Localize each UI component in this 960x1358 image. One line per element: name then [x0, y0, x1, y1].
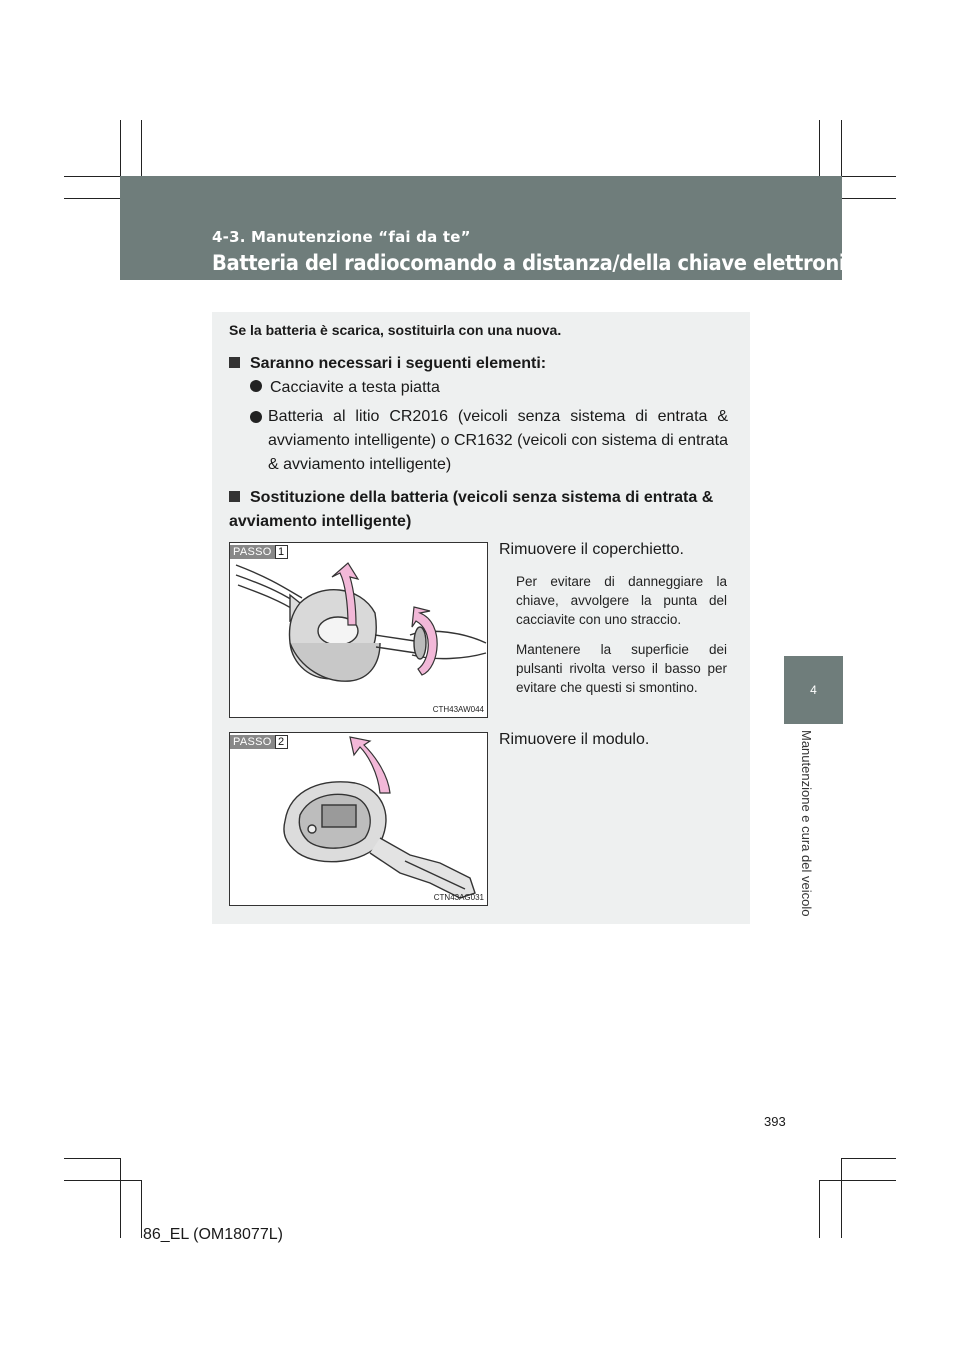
step-badge: PASSO 1 — [230, 545, 288, 559]
page-title: Batteria del radiocomando a distanza/della chiave elettronica — [212, 251, 870, 275]
step-1-note: Mantenere la superficie dei pulsanti rivolta verso il basso per evitare che questi si smontino. — [516, 642, 727, 695]
crop-mark — [64, 1180, 142, 1181]
crop-mark — [842, 176, 896, 177]
crop-mark — [120, 120, 121, 176]
crop-mark — [841, 1158, 842, 1238]
chapter-tab — [784, 656, 843, 724]
key-cover-removal-illustration — [230, 543, 487, 717]
crop-mark — [64, 1158, 120, 1159]
list-item: Cacciavite a testa piatta — [250, 376, 440, 400]
page-number: 393 — [764, 1114, 786, 1129]
step-1-figure — [229, 542, 488, 718]
required-heading: Saranno necessari i seguenti elementi: — [229, 352, 546, 376]
square-bullet-icon — [229, 491, 240, 502]
step-1-note: Per evitare di danneggiare la chiave, avvolgere la punta del cacciavite con uno straccio. — [516, 574, 727, 627]
crop-mark — [819, 1180, 896, 1181]
step-badge: PASSO 2 — [230, 735, 288, 749]
module-removal-illustration — [230, 733, 487, 905]
circle-bullet-icon — [250, 380, 262, 392]
circle-bullet-icon — [250, 411, 262, 423]
chapter-number: 4 — [810, 683, 817, 697]
crop-mark — [120, 1158, 121, 1238]
intro-text: Se la batteria è scarica, sostituirla con una nuova. — [229, 322, 562, 338]
step-2-figure — [229, 732, 488, 906]
figure-code: CTN43AG031 — [433, 893, 484, 902]
figure-code: CTH43AW044 — [432, 705, 484, 714]
document-code: 86_EL (OM18077L) — [143, 1226, 283, 1243]
replace-heading: Sostituzione della batteria (veicoli senza sistema di entrata & avviamento intelligente) — [229, 489, 714, 530]
crop-mark — [64, 176, 120, 177]
step-1-title: Rimuovere il coperchietto. — [499, 541, 684, 558]
crop-mark — [819, 1180, 820, 1238]
section-label: 4-3. Manutenzione “fai da te” — [212, 228, 471, 246]
square-bullet-icon — [229, 357, 240, 368]
crop-mark — [842, 198, 896, 199]
crop-mark — [842, 1158, 896, 1159]
crop-mark — [141, 1180, 142, 1238]
chapter-title: Manutenzione e cura del veicolo — [799, 730, 814, 917]
step-2-title: Rimuovere il modulo. — [499, 731, 650, 748]
list-item: Batteria al litio CR2016 (veicoli senza sistema di entrata & avviamento intelligente) o CR1632 (veicoli con sistema di entrata & avviamento intelligente) — [268, 408, 728, 473]
crop-mark — [841, 120, 842, 176]
crop-mark — [64, 198, 120, 199]
